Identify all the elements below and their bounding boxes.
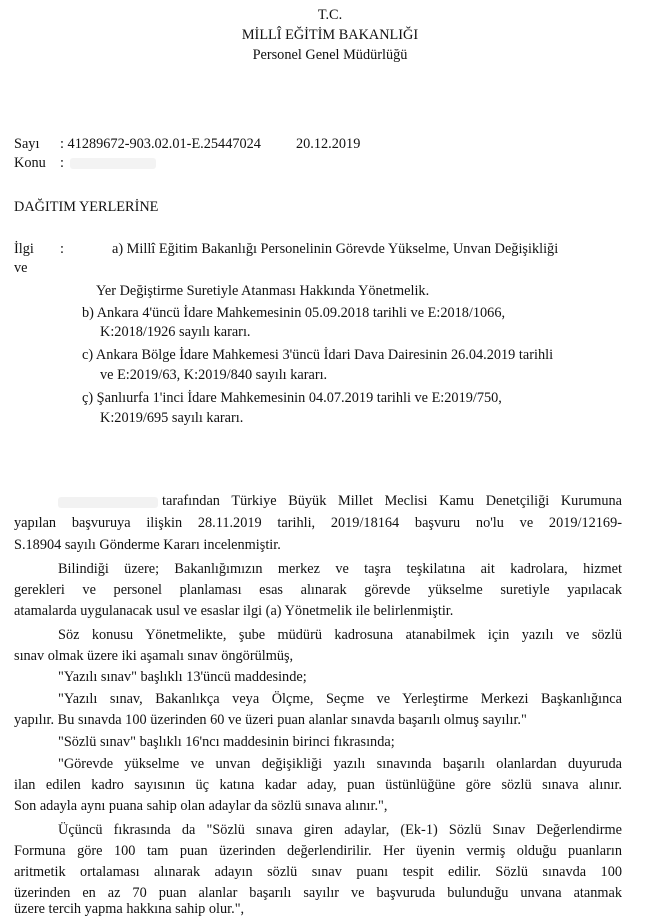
header-ministry: MİLLÎ EĞİTİM BAKANLIĞI — [241, 27, 419, 43]
recipient: DAĞITIM YERLERİNE — [14, 199, 159, 215]
p3-line1: Söz konusu Yönetmelikte, şube müdürü kadrosuna atanabilmek için yazılı ve sözlü — [58, 627, 622, 643]
ilgi-colon: : — [60, 241, 64, 257]
p5-line1: "Yazılı sınav, Bakanlıkça veya Ölçme, Seçme ve Yerleştirme Merkezi Başkanlığınca — [58, 691, 622, 707]
header-department: Personel Genel Müdürlüğü — [252, 47, 408, 63]
sayi-value: : 41289672-903.02.01-E.25447024 — [60, 136, 261, 152]
ilgi-a-line1: a) Millî Eğitim Bakanlığı Personelinin Görevde Yükselme, Unvan Değişikliği — [112, 241, 559, 257]
header-tc: T.C. — [317, 7, 343, 23]
p6-line: "Sözlü sınav" başlıklı 16'ncı maddesinin birinci fıkrasında; — [58, 734, 395, 750]
ilgi-d-line2: K:2019/695 sayılı kararı. — [100, 410, 244, 426]
p7-line1: "Görevde yükselme ve unvan değişikliği yazılı sınavında başarılı olanlardan duyuruda — [58, 756, 622, 772]
p7-line3: Son adayla aynı puana sahip olan adaylar da sözlü sınava alınır.", — [14, 798, 388, 814]
p8-line4: üzerinden en az 70 puan alanlar başarılı sayılır ve başvuruda bulunduğu unvana atanmak — [14, 885, 622, 901]
p2-line3: atamalarda uygulanacak usul ve esaslar ilgi (a) Yönetmelik ile belirlenmiştir. — [14, 603, 454, 619]
konu-label: Konu — [14, 155, 46, 171]
ilgi-b-line1: b) Ankara 4'üncü İdare Mahkemesinin 05.09.2018 tarihli ve E:2018/1066, — [82, 305, 506, 321]
ilgi-d-line1: ç) Şanlıurfa 1'inci İdare Mahkemesinin 04.07.2019 tarihli ve E:2019/750, — [82, 390, 502, 406]
p8-line5: üzere tercih yapma hakkına sahip olur.", — [14, 901, 245, 917]
p5-line2: yapılır. Bu sınavda 100 üzerinden 60 ve üzeri puan alanlar sınavda başarılı olmuş sayılır." — [14, 712, 527, 728]
ilgi-c-line1: c) Ankara Bölge İdare Mahkemesi 3'üncü İdari Dava Dairesinin 26.04.2019 tarihli — [82, 347, 554, 363]
p4-line: "Yazılı sınav" başlıklı 13'üncü maddesinde; — [58, 669, 307, 685]
ilgi-a-line2: Yer Değiştirme Suretiyle Atanması Hakkında Yönetmelik. — [96, 283, 430, 299]
konu-value: : — [60, 155, 64, 171]
p8-line1: Üçüncü fıkrasında da "Sözlü sınava giren adaylar, (Ek-1) Sözlü Sınav Değerlendirme — [58, 822, 622, 838]
p7-line2: ilan edilen kadro sayısının üç katına kadar aday, puan üstünlüğüne göre sözlü sınava alınır. — [14, 777, 622, 793]
p2-line2: gerekleri ve personel planlaması esas alınarak görevde yükselme suretiyle yapılacak — [14, 582, 622, 598]
sayi-label: Sayı — [14, 136, 40, 152]
p2-line1: Bilindiği üzere; Bakanlığımızın merkez ve taşra teşkilatına ait kadrolara, hizmet — [58, 561, 622, 577]
p8-line3: aritmetik ortalaması alınarak adayın sözlü sınav puanı tespit edilir. Sözlü sınavda 100 — [14, 864, 622, 880]
p3-line2: sınav olmak üzere iki aşamalı sınav öngörülmüş, — [14, 648, 294, 664]
sayi-date: 20.12.2019 — [296, 136, 361, 152]
ilgi-b-line2: K:2018/1926 sayılı kararı. — [100, 324, 251, 340]
p1-line2: yapılan başvuruya ilişkin 28.11.2019 tarihli, 2019/18164 başvuru no'lu ve 2019/12169- — [14, 515, 622, 531]
ilgi-c-line2: ve E:2019/63, K:2019/840 sayılı kararı. — [100, 367, 328, 383]
p8-line2: Formuna göre 100 tam puan üzerinden değerlendirilir. Her üyenin vermiş olduğu puanların — [14, 843, 622, 859]
p1-line1: tarafından Türkiye Büyük Millet Meclisi Kamu Denetçiliği Kurumuna — [162, 493, 622, 509]
ilgi-label: İlgi — [14, 241, 34, 257]
ilgi-a-ve: ve — [14, 260, 28, 276]
redacted-name — [58, 497, 158, 508]
redacted-subject — [70, 158, 156, 169]
p1-line3: S.18904 sayılı Gönderme Kararı incelenmiştir. — [14, 537, 281, 553]
